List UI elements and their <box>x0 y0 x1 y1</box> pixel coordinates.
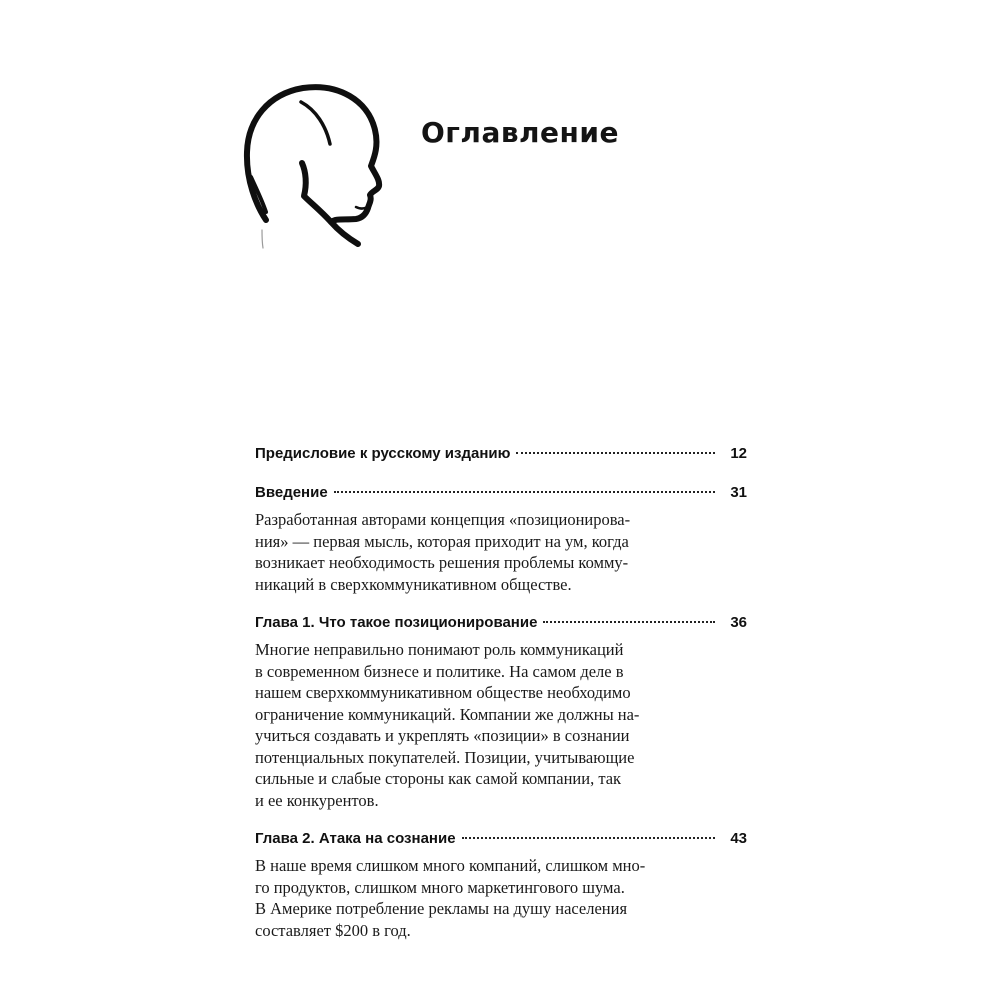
toc-entry-description <box>255 509 747 595</box>
description-line: в современном бизнесе и политике. На самом деле в <box>255 661 624 681</box>
toc-entry-chapter-1 <box>255 611 747 811</box>
head-profile-icon <box>238 80 388 255</box>
description-line: нашем сверхкоммуникативном обществе необходимо <box>255 683 631 702</box>
toc-page-number: 12 <box>730 445 747 462</box>
description-line: никаций в сверхкоммуникативном обществе. <box>255 574 572 594</box>
description-line: В наше время слишком много компаний, слишком мно- <box>255 856 646 875</box>
toc-entry-description <box>255 855 747 941</box>
description-line: сильные и слабые стороны как самой компании, так <box>255 769 622 788</box>
toc-entry-chapter-2 <box>255 827 747 941</box>
dot-leader <box>462 837 715 839</box>
toc-entry-preface <box>255 442 747 466</box>
description-line: учиться создавать и укреплять «позиции» в сознании <box>255 726 630 745</box>
dot-leader <box>334 491 715 493</box>
description-line: Многие неправильно понимают роль коммуникаций <box>255 640 624 659</box>
description-line: и ее конкурентов. <box>255 790 379 810</box>
description-line: составляет $200 в год. <box>255 920 411 940</box>
description-line: Разработанная авторами концепция «позиционирова- <box>255 510 631 529</box>
toc-entry-heading[interactable] <box>255 442 747 466</box>
toc-page-number: 43 <box>730 830 747 847</box>
description-line: ограничение коммуникаций. Компании же должны на- <box>255 704 640 724</box>
toc-entry-heading[interactable] <box>255 481 747 505</box>
dot-leader <box>516 452 715 454</box>
toc-entry-title: Глава 2. Атака на сознание <box>255 830 456 847</box>
toc-entry-title: Глава 1. Что такое позиционирование <box>255 614 538 631</box>
description-line: возникает необходимость решения проблемы комму- <box>255 553 629 572</box>
toc-entry-heading[interactable] <box>255 611 747 635</box>
toc-page-number: 31 <box>730 484 747 501</box>
description-line: В Америке потребление рекламы на душу населения <box>255 899 628 918</box>
description-line: го продуктов, слишком много маркетингового шума. <box>255 877 625 897</box>
toc-entry-title: Предисловие к русскому изданию <box>255 445 511 462</box>
toc-entry-description <box>255 639 747 811</box>
page-title: Оглавление <box>421 116 620 149</box>
description-line: ния» — первая мысль, которая приходит на ум, когда <box>255 531 629 551</box>
dot-leader <box>543 621 715 623</box>
toc-page-number: 36 <box>730 614 747 631</box>
toc-entry-title: Введение <box>255 484 328 501</box>
toc-entry-introduction <box>255 481 747 595</box>
table-of-contents <box>255 442 747 957</box>
description-line: потенциальных покупателей. Позиции, учитывающие <box>255 747 635 767</box>
toc-entry-heading[interactable] <box>255 827 747 851</box>
